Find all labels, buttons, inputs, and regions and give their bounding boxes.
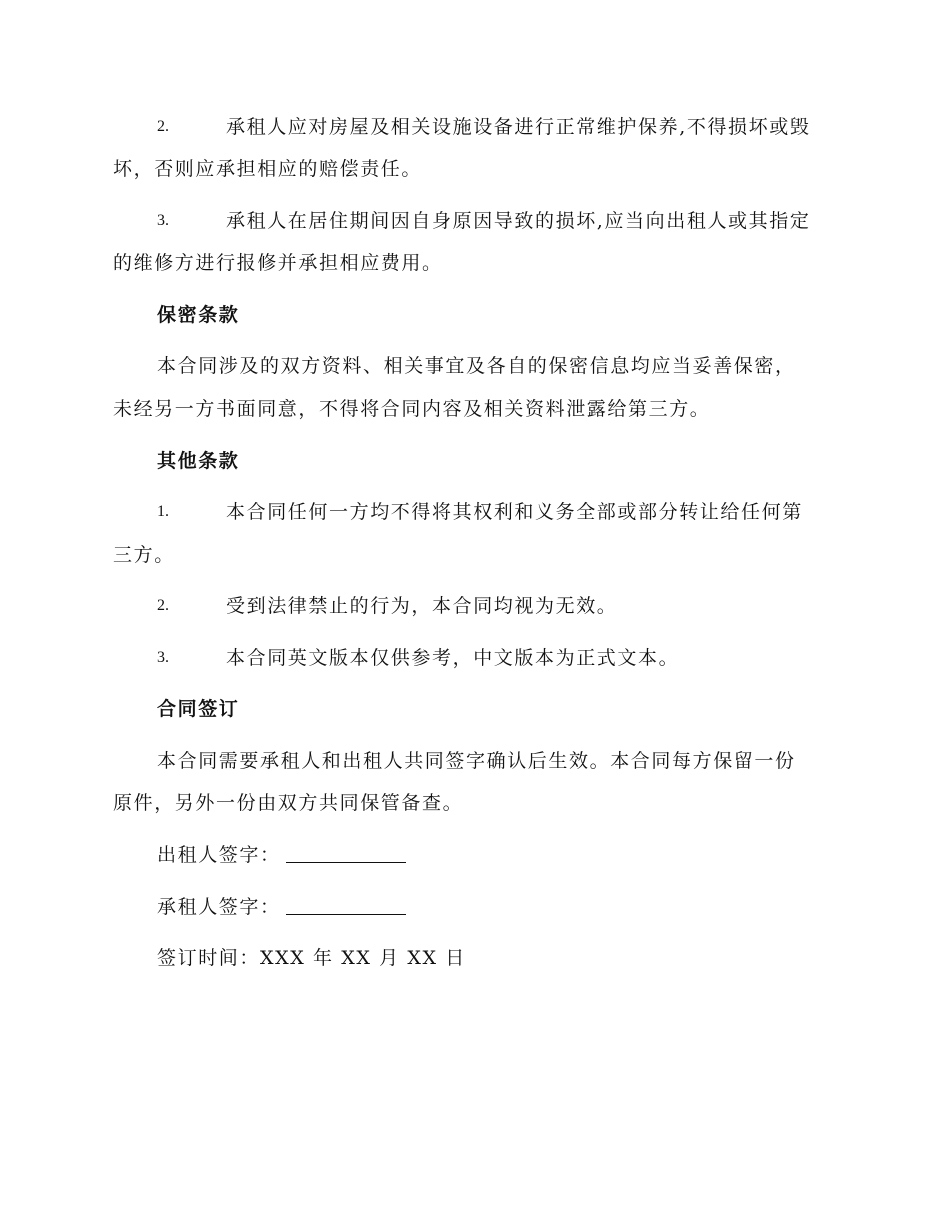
repair-item-2-number: 2. (157, 118, 169, 135)
repair-item-2-line-1: 承租人应对房屋及相关设施设备进行正常维护保养,不得损坏或毁 (226, 116, 811, 138)
confidentiality-line-1: 本合同涉及的双方资料、相关事宜及各自的保密信息均应当妥善保密， (157, 355, 796, 377)
signing-line-1: 本合同需要承租人和出租人共同签字确认后生效。本合同每方保留一份 (157, 750, 796, 772)
signing-heading: 合同签订 (157, 698, 240, 720)
repair-item-3-line-1: 承租人在居住期间因自身原因导致的损坏,应当向出租人或其指定 (226, 210, 811, 232)
other-item-2-line-1: 受到法律禁止的行为，本合同均视为无效。 (226, 595, 618, 617)
other-item-3-line-1: 本合同英文版本仅供参考，中文版本为正式文本。 (226, 647, 680, 669)
confidentiality-heading: 保密条款 (157, 304, 240, 326)
lessor-signature-line (286, 862, 406, 863)
repair-item-3-line-2: 的维修方进行报修并承担相应费用。 (113, 252, 443, 274)
signing-date: 签订时间：XXX 年 XX 月 XX 日 (157, 947, 466, 969)
lessor-signature-label: 出租人签字： (157, 844, 281, 866)
other-item-1-number: 1. (157, 503, 169, 520)
confidentiality-line-2: 未经另一方书面同意，不得将合同内容及相关资料泄露给第三方。 (113, 398, 711, 420)
signing-line-2: 原件，另外一份由双方共同保管备查。 (113, 792, 464, 814)
other-item-3-number: 3. (157, 649, 169, 666)
repair-item-3-number: 3. (157, 212, 169, 229)
lessee-signature-label: 承租人签字： (157, 896, 281, 918)
lessee-signature-line (286, 914, 406, 915)
other-terms-heading: 其他条款 (157, 450, 240, 472)
other-item-1-line-2: 三方。 (113, 544, 175, 566)
other-item-2-number: 2. (157, 597, 169, 614)
other-item-1-line-1: 本合同任何一方均不得将其权利和义务全部或部分转让给任何第 (226, 501, 803, 523)
repair-item-2-line-2: 坏，否则应承担相应的赔偿责任。 (113, 158, 423, 180)
